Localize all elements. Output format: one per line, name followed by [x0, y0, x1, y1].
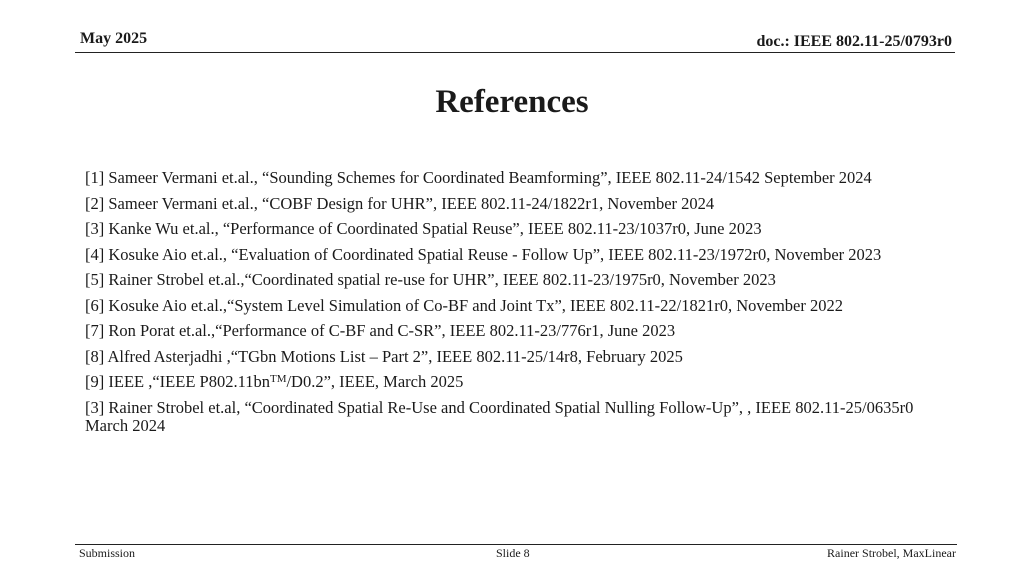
footer-author: Rainer Strobel, MaxLinear: [827, 546, 956, 560]
footer-divider: [75, 544, 957, 545]
trademark-superscript: TM: [269, 373, 287, 385]
header-doc-id: doc.: IEEE 802.11-25/0793r0: [756, 33, 952, 50]
reference-item: [3] Kanke Wu et.al., “Performance of Coordinated Spatial Reuse”, IEEE 802.11-23/1037r0, June 2023: [85, 219, 762, 238]
reference-item: [6] Kosuke Aio et.al.,“System Level Simulation of Co-BF and Joint Tx”, IEEE 802.11-22/1821r0, November 2022: [85, 295, 843, 315]
slide-title: References: [435, 84, 589, 120]
reference-item: [3] Rainer Strobel et.al, “Coordinated Spatial Re-Use and Coordinated Spatial Nulling Follow-Up”, , IEEE 802.11-25/0635r0 March 2024: [85, 397, 914, 435]
reference-item: [4] Kosuke Aio et.al., “Evaluation of Coordinated Spatial Reuse - Follow Up”, IEEE 802.11-23/1972r0, November 2023: [85, 244, 882, 264]
reference-item: [1] Sameer Vermani et.al., “Sounding Schemes for Coordinated Beamforming”, IEEE 802.11-24/1542 September 2024: [85, 168, 872, 187]
reference-9-text: [9] IEEE ,“IEEE P802.11bn: [85, 372, 270, 391]
reference-item: [85, 373, 935, 391]
footer-slide-number: Slide 8: [496, 546, 530, 560]
reference-item: [2] Sameer Vermani et.al., “COBF Design for UHR”, IEEE 802.11-24/1822r1, November 2024: [85, 193, 715, 213]
reference-item: [7] Ron Porat et.al.,“Performance of C-BF and C-SR”, IEEE 802.11-23/776r1, June 2023: [85, 321, 676, 340]
reference-item: [5] Rainer Strobel et.al.,“Coordinated spatial re-use for UHR”, IEEE 802.11-23/1975r0, November 2023: [85, 270, 776, 289]
footer-submission: Submission: [79, 546, 136, 560]
reference-9-suffix: /D0.2”, IEEE, March 2025: [286, 372, 464, 391]
header-date: May 2025: [80, 30, 148, 47]
reference-item: [8] Alfred Asterjadhi ,“TGbn Motions List – Part 2”, IEEE 802.11-25/14r8, February 2025: [85, 346, 683, 366]
header-divider: [75, 52, 955, 53]
reference-list: [85, 169, 935, 442]
